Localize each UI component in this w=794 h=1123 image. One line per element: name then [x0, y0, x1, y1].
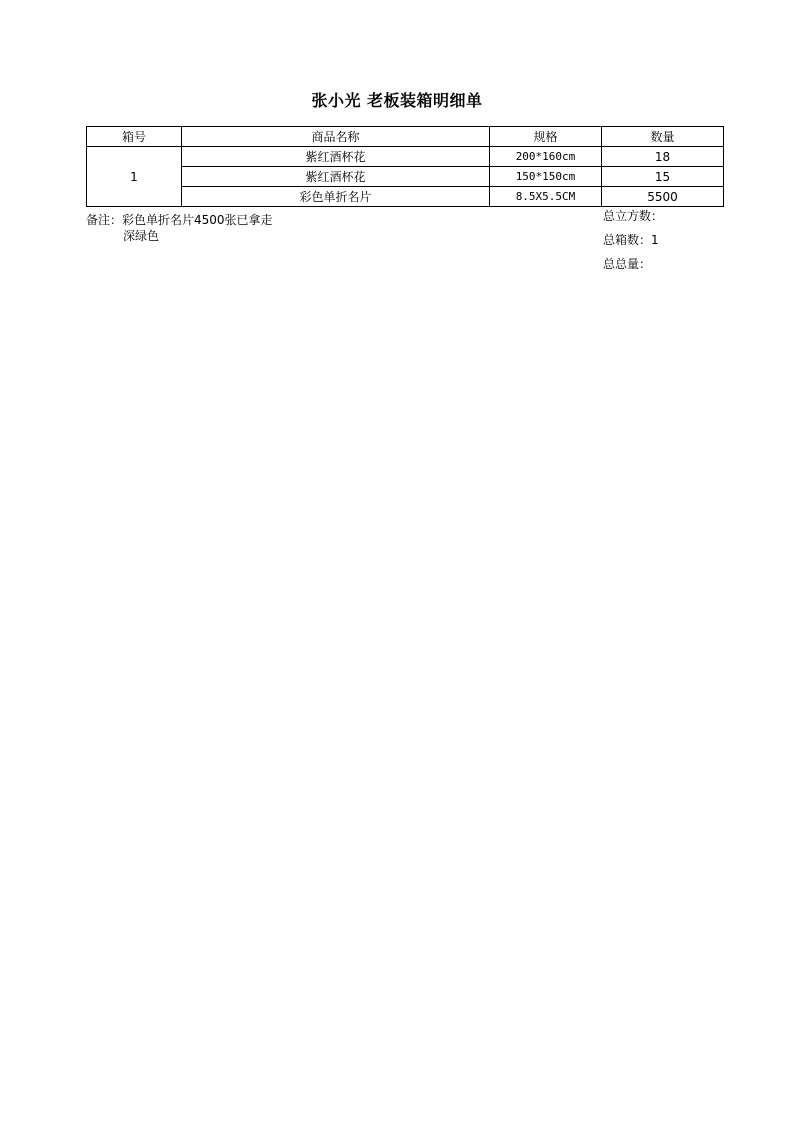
header-box-no: 箱号	[87, 127, 182, 147]
remarks-line-2: 深绿色	[123, 229, 160, 243]
document-title: 张小光 老板装箱明细单	[311, 91, 483, 110]
quantity-cell: 5500	[602, 187, 724, 207]
total-boxes-value: 1	[651, 233, 659, 247]
quantity-cell: 15	[602, 167, 724, 187]
remarks-label: 备注：	[86, 213, 123, 227]
total-weight-label: 总总量：	[603, 257, 652, 271]
summary-block	[603, 208, 663, 280]
table-row	[87, 187, 724, 207]
total-volume-label: 总立方数：	[603, 209, 664, 223]
box-number-cell: 1	[87, 147, 182, 207]
table-row	[87, 167, 724, 187]
header-spec: 规格	[490, 127, 602, 147]
product-name-cell: 紫红酒杯花	[182, 147, 490, 167]
quantity-cell: 18	[602, 147, 724, 167]
header-quantity: 数量	[602, 127, 724, 147]
header-product-name: 商品名称	[182, 127, 490, 147]
table-header-row	[87, 127, 724, 147]
total-boxes-label: 总箱数：	[603, 233, 652, 247]
remarks-text-1: 彩色单折名片4500张已拿走	[122, 213, 273, 227]
packing-list-table	[86, 126, 724, 207]
table-row	[87, 147, 724, 167]
remarks	[86, 212, 273, 244]
spec-cell: 150*150cm	[490, 167, 602, 187]
remarks-line-1	[86, 212, 273, 228]
product-name-cell: 彩色单折名片	[182, 187, 490, 207]
spec-cell: 8.5X5.5CM	[490, 187, 602, 207]
spec-cell: 200*160cm	[490, 147, 602, 167]
product-name-cell: 紫红酒杯花	[182, 167, 490, 187]
total-boxes-line	[603, 232, 663, 256]
